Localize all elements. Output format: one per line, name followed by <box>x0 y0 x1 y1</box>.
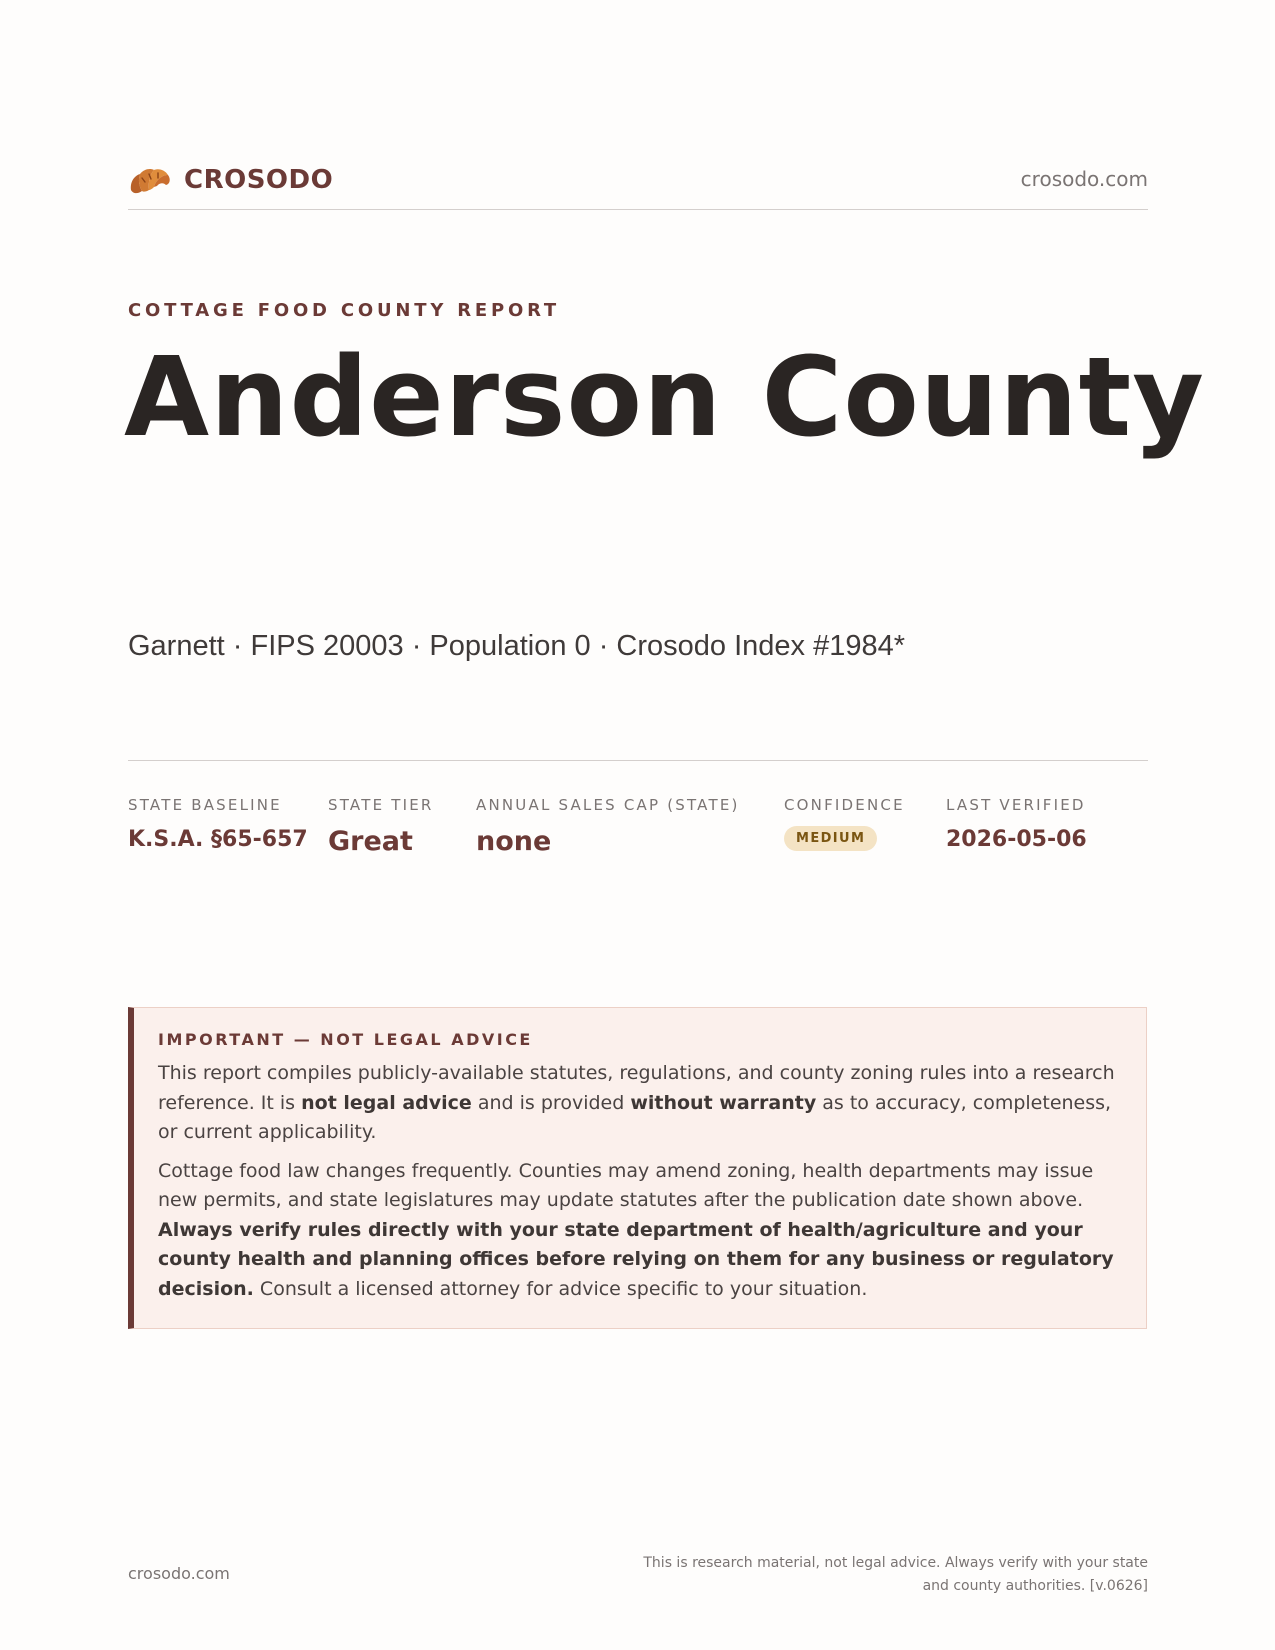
stat-label: STATE TIER <box>328 796 434 814</box>
site-url-link[interactable]: crosodo.com <box>1020 167 1148 191</box>
legal-disclaimer-box <box>128 1007 1147 1329</box>
stat-state-tier <box>328 796 434 857</box>
croissant-icon <box>128 160 172 200</box>
stat-sales-cap <box>476 796 740 857</box>
page-title: Anderson County <box>124 333 1205 461</box>
stat-confidence <box>784 796 905 851</box>
brand-logo[interactable] <box>128 160 333 200</box>
section-divider <box>128 760 1148 761</box>
disclaimer-paragraph-1: This report compiles publicly-available statutes, regulations, and county zoning rules into a research reference. It is not legal advice and is provided without warranty as to accuracy, completeness, or current applicability. <box>158 1062 1115 1143</box>
stat-value: none <box>476 826 552 857</box>
footer-site-link[interactable]: crosodo.com <box>128 1564 230 1583</box>
stat-label: STATE BASELINE <box>128 796 282 814</box>
stat-label: CONFIDENCE <box>784 796 905 814</box>
stat-value: K.S.A. §65-657 <box>128 827 308 852</box>
header-divider <box>128 209 1148 210</box>
county-summary: Garnett · FIPS 20003 · Population 0 · Crosodo Index #1984* <box>128 630 906 662</box>
brand-name: CROSODO <box>184 165 334 195</box>
disclaimer-paragraph-2: Cottage food law changes frequently. Counties may amend zoning, health departments may issue new permits, and state legislatures may update statutes after the publication date shown above. Always verify rules directly with your state department of health/agriculture and your county health and planning offices before relying on them for any business or regulatory decision. Consult a licensed attorney for advice specific to your situation. <box>158 1159 1114 1300</box>
report-page <box>124 0 1205 1650</box>
disclaimer-heading: IMPORTANT — NOT LEGAL ADVICE <box>158 1030 533 1049</box>
report-type-label: COTTAGE FOOD COUNTY REPORT <box>128 300 561 321</box>
page-header <box>128 155 1148 205</box>
stat-value: Great <box>328 826 413 857</box>
stat-value: 2026-05-06 <box>946 827 1087 852</box>
stat-last-verified <box>946 796 1087 852</box>
stat-label: ANNUAL SALES CAP (STATE) <box>476 796 740 814</box>
confidence-badge: MEDIUM <box>784 826 877 851</box>
footer-disclaimer: This is research material, not legal advice. Always verify with your state and county authorities. [v.0626] <box>643 1555 1148 1594</box>
stat-state-baseline <box>128 796 308 852</box>
stat-label: LAST VERIFIED <box>946 796 1086 814</box>
